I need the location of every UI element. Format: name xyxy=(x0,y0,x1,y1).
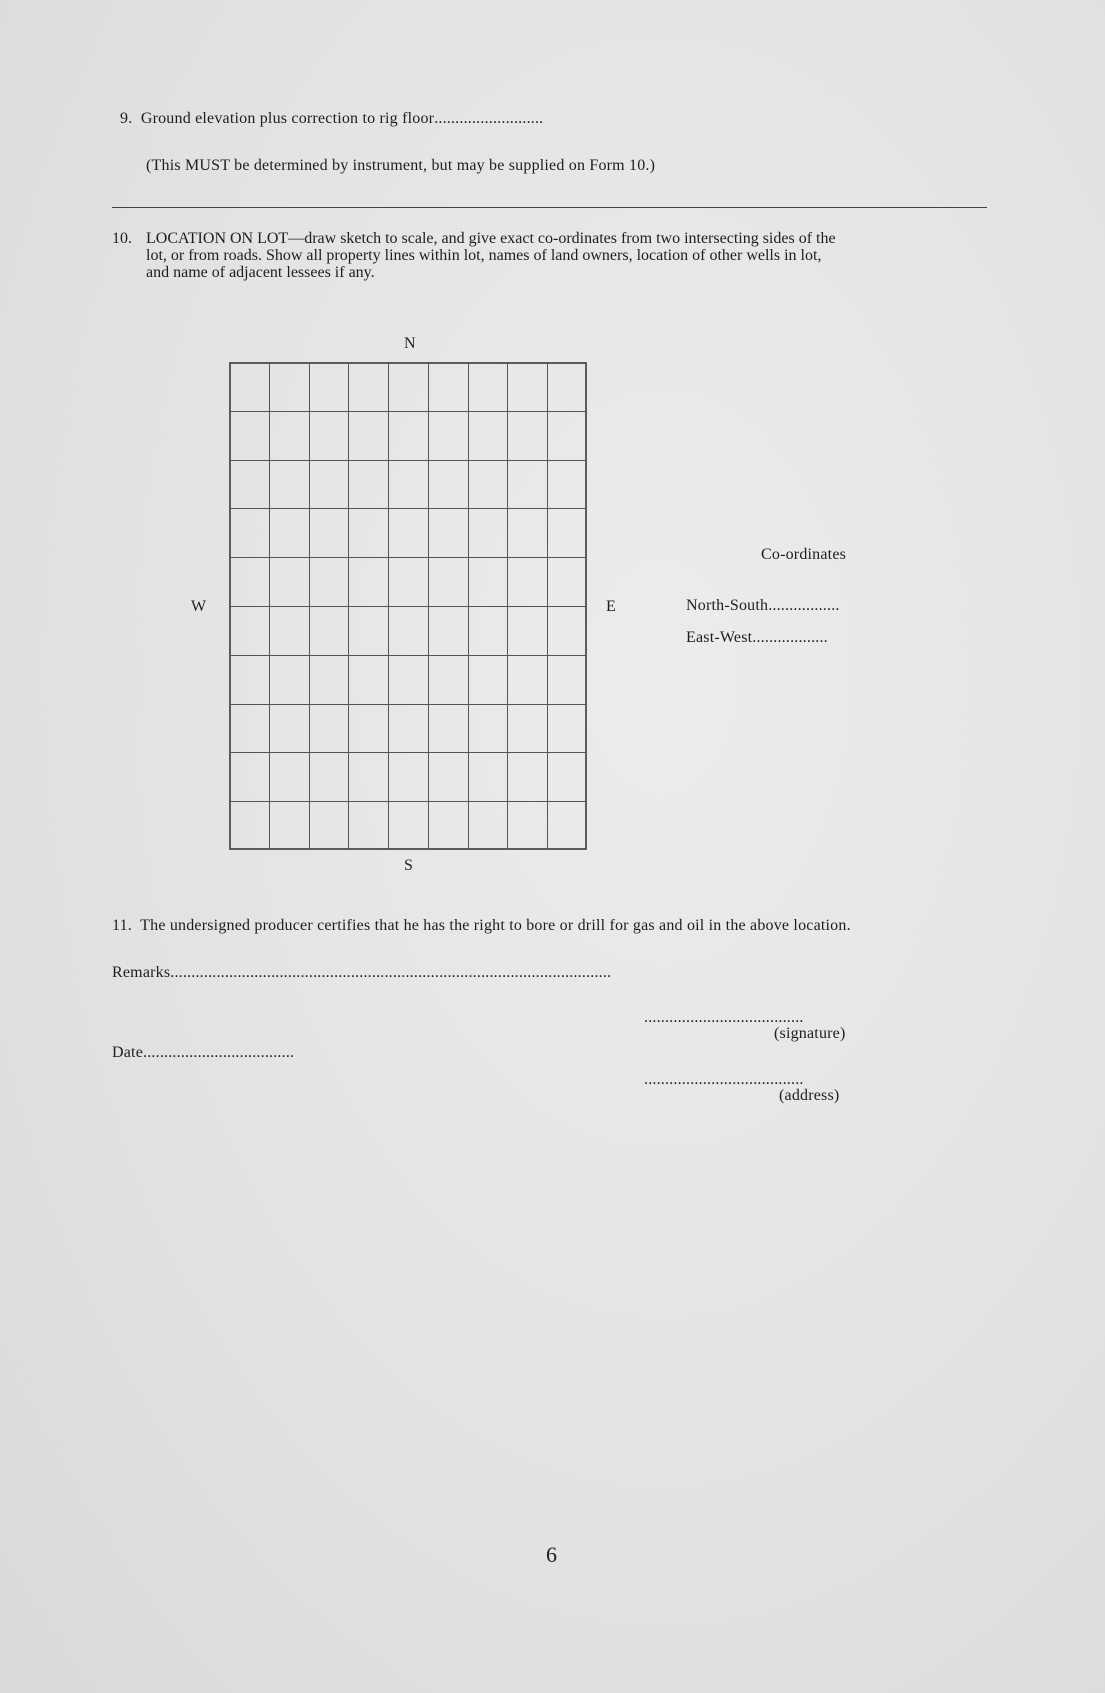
east-west-dots: .................. xyxy=(752,629,828,646)
signature-caption: (signature) xyxy=(774,1025,846,1042)
east-west-field[interactable] xyxy=(686,629,828,647)
item9-fill-dots: .......................... xyxy=(434,110,544,127)
item9-note: (This MUST be determined by instrument, but may be supplied on Form 10.) xyxy=(146,157,656,174)
remarks-field[interactable] xyxy=(112,964,611,982)
page-number: 6 xyxy=(546,1542,557,1567)
remarks-dots: ......................................................................................................... xyxy=(170,964,612,981)
compass-west: W xyxy=(191,598,207,615)
location-sketch-grid[interactable] xyxy=(229,362,587,850)
item9-number: 9. xyxy=(120,110,133,127)
item10-paragraph xyxy=(112,230,990,281)
address-line[interactable]: ...................................... xyxy=(644,1071,804,1088)
north-south-label: North-South xyxy=(686,597,769,614)
item10-line1: LOCATION ON LOT—draw sketch to scale, and give exact co-ordinates from two intersecting sides of the xyxy=(146,230,836,247)
compass-south: S xyxy=(404,857,413,874)
north-south-field[interactable] xyxy=(686,597,840,615)
item10-line2: lot, or from roads. Show all property lines within lot, names of land owners, location of other wells in lot, xyxy=(146,247,822,264)
item10-number: 10. xyxy=(112,230,132,247)
item11-text: The undersigned producer certifies that he has the right to bore or drill for gas and oil in the above location. xyxy=(140,917,851,934)
remarks-label: Remarks xyxy=(112,964,171,981)
north-south-dots: ................. xyxy=(768,597,840,614)
item9-label: Ground elevation plus correction to rig floor xyxy=(140,110,435,127)
address-caption: (address) xyxy=(779,1087,840,1104)
item11-number: 11. xyxy=(112,917,133,934)
date-dots: .................................... xyxy=(143,1044,295,1061)
item10-line3: and name of adjacent lessees if any. xyxy=(146,264,375,281)
item9-line xyxy=(120,110,543,128)
item11-line xyxy=(112,917,851,935)
coordinates-heading: Co-ordinates xyxy=(761,546,847,563)
compass-east: E xyxy=(606,598,616,615)
east-west-label: East-West xyxy=(686,629,753,646)
compass-north: N xyxy=(404,335,416,352)
date-field[interactable] xyxy=(112,1044,294,1062)
signature-line[interactable]: ...................................... xyxy=(644,1009,804,1026)
section-divider xyxy=(112,207,987,208)
date-label: Date xyxy=(112,1044,144,1061)
